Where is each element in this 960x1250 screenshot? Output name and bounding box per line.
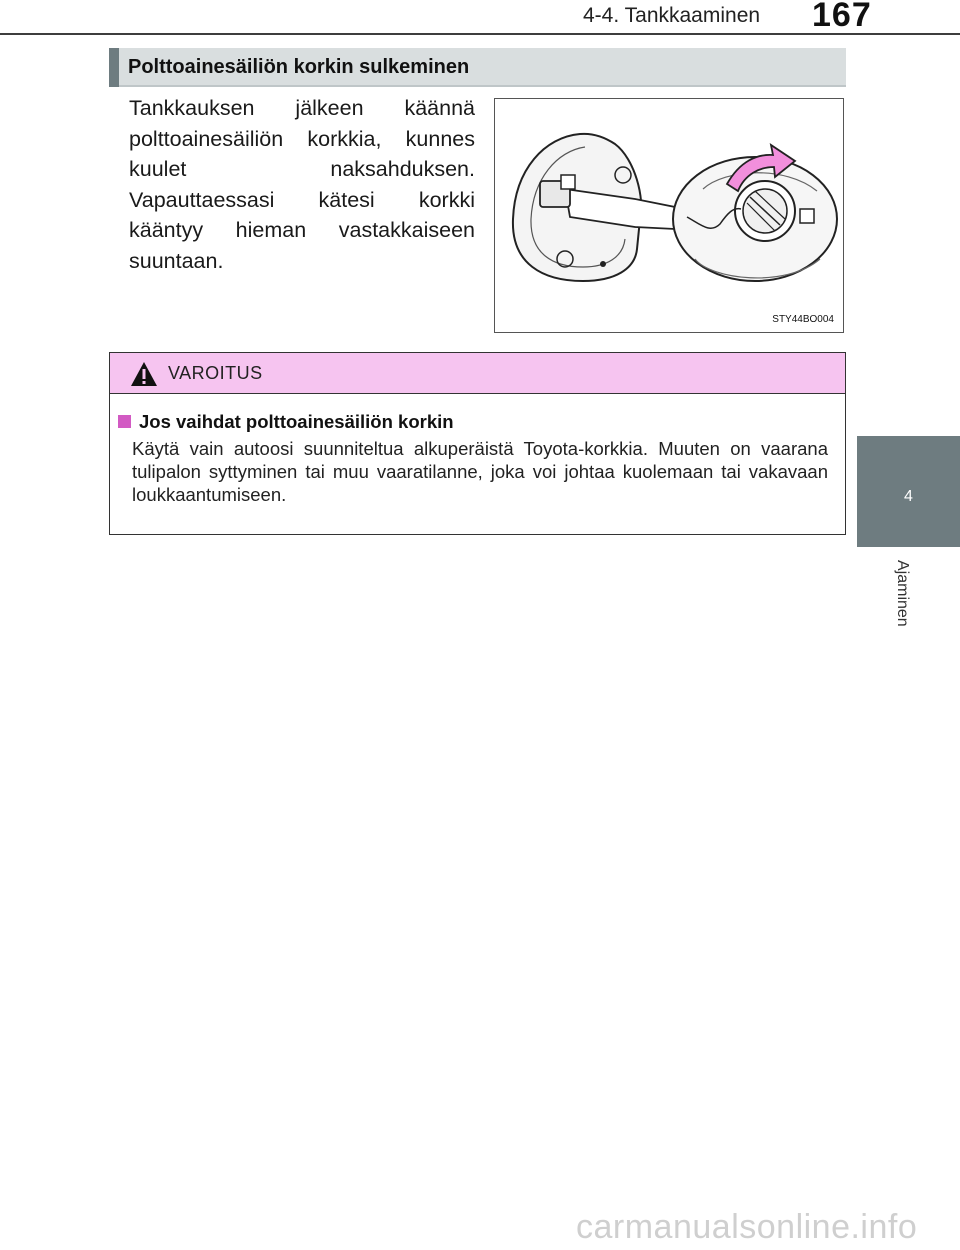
- warning-header: [110, 353, 845, 394]
- warning-title: VAROITUS: [168, 363, 263, 383]
- section-heading: [109, 48, 846, 87]
- page-number: 167: [812, 0, 872, 34]
- fuel-cap-illustration: [494, 98, 844, 333]
- warning-subheading: Jos vaihdat polttoainesäiliön korkin: [139, 411, 454, 432]
- section-body-text: Tankkauksen jälkeen käännä polttoainesäiliön korkkia, kunnes kuulet naksahduksen. Vapauttaessasi kätesi korkki kääntyy hieman vastakkaiseen suuntaan.: [129, 96, 475, 273]
- chapter-label-container: [893, 560, 917, 650]
- chapter-number: 4: [904, 488, 913, 505]
- running-title: 4-4. Tankkaaminen: [583, 4, 761, 27]
- warning-triangle-icon: [130, 361, 158, 387]
- fuel-cap-drawing: [495, 99, 845, 334]
- section-heading-bar: [109, 48, 119, 87]
- chapter-label: Ajaminen: [894, 560, 911, 627]
- square-bullet-icon: [118, 415, 131, 428]
- section-heading-text: Polttoainesäiliön korkin sulkeminen: [128, 56, 470, 78]
- chapter-tab: [857, 436, 960, 547]
- figure-code: STY44BO004: [772, 314, 834, 325]
- warning-box: [109, 352, 846, 535]
- warning-subheading-row: [118, 411, 454, 433]
- warning-text: Käytä vain autoosi suunniteltua alkuperäistä Toyota-korkkia. Muuten on vaarana tulipalon syttyminen tai muu vaaratilanne, joka voi johtaa kuolemaan tai vakavaan loukkaantumiseen.: [132, 438, 828, 505]
- watermark: carmanualsonline.info: [576, 1208, 918, 1246]
